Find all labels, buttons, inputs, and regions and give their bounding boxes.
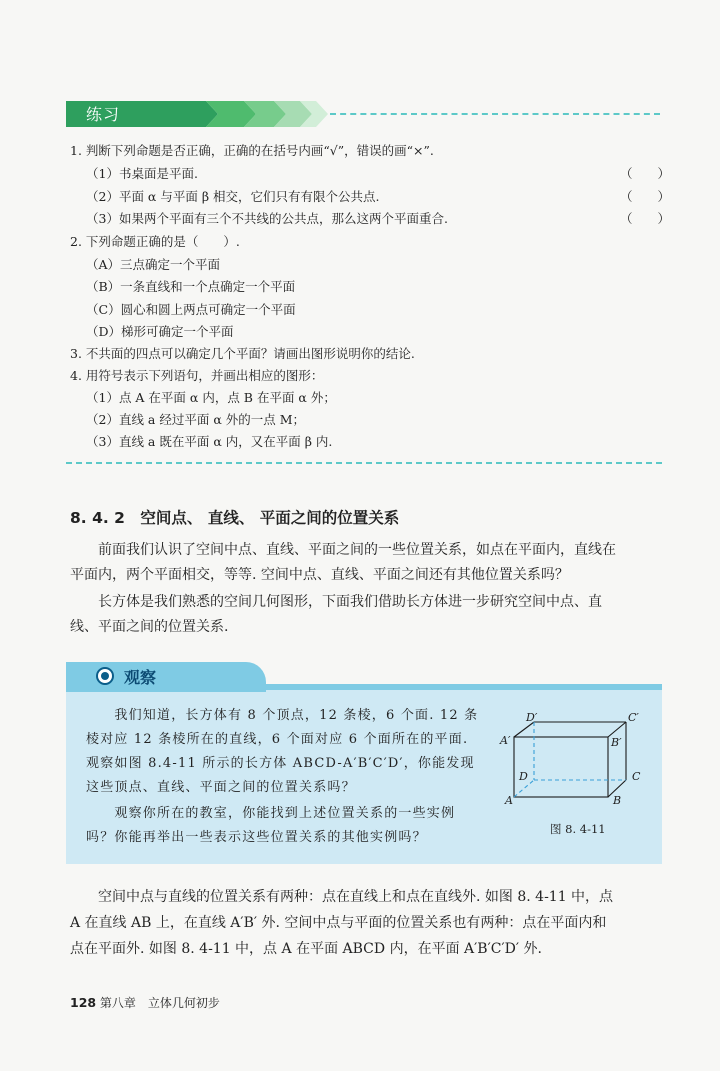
exercise-line: （B）一条直线和一个点确定一个平面 — [86, 279, 296, 294]
exercise-line: （C）圆心和圆上两点可确定一个平面 — [86, 302, 296, 317]
paragraph-line: 线、平面之间的位置关系. — [70, 619, 229, 635]
exercise-line: 4. 用符号表示下列语句，并画出相应的图形： — [70, 368, 324, 383]
vertex-label-c1: C′ — [628, 711, 639, 724]
figure-caption: 图 8. 4-11 — [550, 822, 606, 836]
exercise-title: 练习 — [86, 105, 121, 124]
exercise-line: （A）三点确定一个平面 — [86, 257, 221, 272]
front-face — [514, 737, 608, 797]
exercise-line: （1）点 A 在平面 α 内，点 B 在平面 α 外； — [86, 390, 336, 405]
chapter-title: 第八章 立体几何初步 — [99, 996, 220, 1010]
answer-blank: （ ） — [620, 211, 671, 226]
target-icon — [96, 667, 114, 685]
exercise-line: （3）直线 a 既在平面 α 内，又在平面 β 内. — [86, 434, 333, 449]
exercise-line: 2. 下列命题正确的是（ ）. — [70, 234, 240, 249]
paragraph — [70, 590, 602, 640]
paragraph — [70, 884, 613, 962]
vertex-label-d: D — [519, 770, 528, 783]
vertex-label-a: A — [505, 794, 513, 807]
vertex-label-c: C — [632, 770, 641, 783]
paragraph-line: 前面我们认识了空间中点、直线、平面之间的一些位置关系，如点在平面内，直线在 — [70, 542, 616, 558]
paragraph-line: 空间中点与直线的位置关系有两种：点在直线上和点在直线外. 如图 8. 4-11 中，点 — [70, 889, 614, 905]
vertex-label-a1: A′ — [500, 734, 511, 747]
observe-line: 吗？你能再举出一些表示这些位置关系的其他实例吗？ — [86, 830, 427, 845]
page-footer — [70, 994, 220, 1011]
vertex-label-b1: B′ — [611, 736, 622, 749]
exercise-line: 3. 不共面的四点可以确定几个平面？请画出图形说明你的结论. — [70, 346, 415, 361]
exercise-line: （2）平面 α 与平面 β 相交，它们只有有限个公共点. — [86, 189, 380, 204]
paragraph — [70, 538, 616, 588]
section-title: 8. 4. 2 空间点、 直线、 平面之间的位置关系 — [70, 509, 400, 527]
answer-blank: （ ） — [620, 166, 671, 181]
exercise-line: （2）直线 a 经过平面 α 外的一点 M； — [86, 412, 306, 427]
observe-line: 这些顶点、直线、平面之间的位置关系吗？ — [86, 780, 356, 795]
paragraph-line: 长方体是我们熟悉的空间几何图形，下面我们借助长方体进一步研究空间中点、直 — [70, 594, 602, 610]
exercise-banner — [66, 101, 328, 127]
answer-blank: （ ） — [620, 189, 671, 204]
edge-a1d1 — [514, 722, 534, 737]
observe-strip — [260, 684, 662, 690]
bottom-dashed-rule — [66, 462, 662, 464]
exercise-line: 1. 判断下列命题是否正确，正确的在括号内画“√”，错误的画“×”. — [70, 143, 434, 158]
paragraph-line: 点在平面外. 如图 8. 4-11 中，点 A 在平面 ABCD 内，在平面 A′B′C′D′ 外. — [70, 941, 542, 957]
vertex-label-d1: D′ — [526, 711, 538, 724]
observe-line: 观察如图 8.4-11 所示的长方体 ABCD-A′B′C′D′，你能发现 — [86, 756, 475, 771]
observe-line: 我们知道，长方体有 8 个顶点，12 条棱，6 个面. 12 条 — [86, 708, 479, 723]
observe-line: 棱对应 12 条棱所在的直线，6 个面对应 6 个面所在的平面. — [86, 732, 469, 747]
paragraph-line: 平面内，两个平面相交，等等. 空间中点、直线、平面之间还有其他位置关系吗？ — [70, 567, 569, 583]
observe-line: 观察你所在的教室，你能找到上述位置关系的一些实例 — [86, 806, 456, 821]
top-dashed-rule — [330, 113, 660, 115]
page-number: 128 — [70, 995, 97, 1010]
vertex-label-b: B — [613, 794, 622, 807]
observe-title: 观察 — [124, 668, 157, 687]
edge-b1c1 — [608, 722, 626, 737]
exercise-line: （1）书桌面是平面. — [86, 166, 198, 181]
exercise-line: （3）如果两个平面有三个不共线的公共点，那么这两个平面重合. — [86, 211, 448, 226]
exercise-line: （D）梯形可确定一个平面 — [86, 324, 234, 339]
paragraph-line: A 在直线 AB 上，在直线 A′B′ 外. 空间中点与平面的位置关系也有两种：点在平面内和 — [70, 915, 607, 931]
